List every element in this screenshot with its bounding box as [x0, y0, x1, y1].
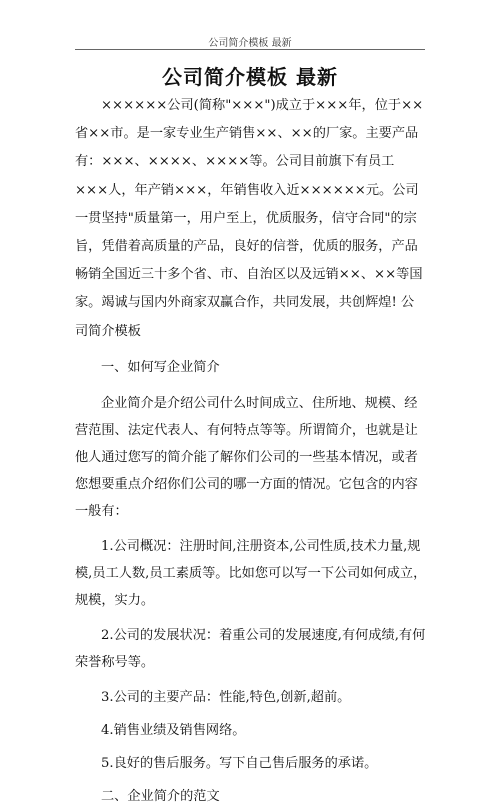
list-item-main-products: 3.公司的主要产品：性能,特色,创新,超前。 — [101, 690, 351, 706]
section-heading-how-to-write: 一、如何写企业简介 — [101, 359, 220, 375]
header-divider — [75, 49, 425, 50]
list-item-company-overview: 1.公司概况：注册时间,注册资本,公司性质,技术力量,规模,员工人数,员工素质等。比如您可以写一下公司如何成立，规模，实力。 — [75, 539, 427, 609]
document-title: 公司简介模板 最新 — [162, 65, 338, 89]
intro-paragraph: ××××××公司(简称"×××")成立于×××年，位于××省××市。是一家专业生产销售××、××的厂家。主要产品有：×××、××××、××××等。公司目前旗下有员工×××人，年产销×××，年销售收入近××××××元。公司一贯坚持"质量第一，用户至上，优质服务，信守合同"的宗旨，凭借着高质量的产品，良好的信誉，优质的服务，产品畅销全国近三十多个省、市、自治区以及远销××、××等国家。竭诚与国内外商家双赢合作，共同发展，共创辉煌! 公司简介模板 — [75, 98, 424, 339]
document-body — [75, 92, 427, 810]
page-header: 公司简介模板 最新 — [208, 38, 292, 49]
list-item-sales-network: 4.销售业绩及销售网络。 — [101, 723, 246, 739]
section-heading-sample-essay: 二、企业简介的范文 — [101, 789, 220, 805]
list-item-after-sales-service: 5.良好的售后服务。写下自己售后服务的承诺。 — [101, 756, 378, 772]
list-item-development-status: 2.公司的发展状况：着重公司的发展速度,有何成绩,有何荣誉称号等。 — [75, 628, 426, 671]
section1-body-paragraph: 企业简介是介绍公司什么时间成立、住所地、规模、经营范围、法定代表人、有何特点等等。所谓简介，也就是让他人通过您写的简介能了解你们公司的一些基本情况，或者您想要重点介绍你们公司的哪一方面的情况。它包含的内容一般有： — [75, 396, 418, 520]
